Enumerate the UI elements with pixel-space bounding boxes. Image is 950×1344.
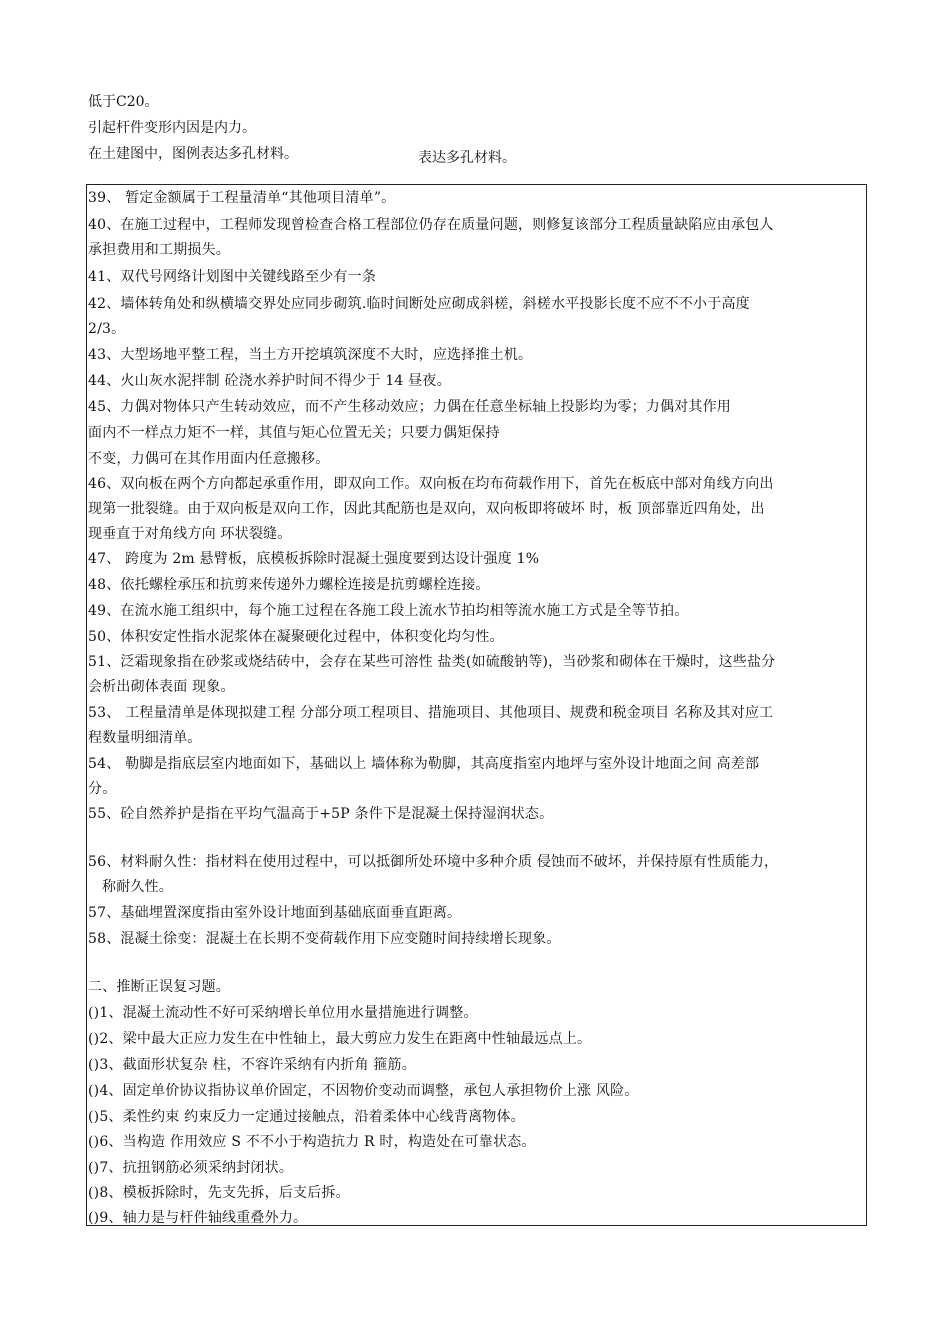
list-item: 43、大型场地平整工程，当土方开挖填筑深度不大时，应选择推土机。 xyxy=(88,347,533,363)
list-item: ()9、轴力是与杆件轴线重叠外力。 xyxy=(88,1210,308,1226)
list-item: 56、材料耐久性：指材料在使用过程中，可以抵御所处环境中多种介质 侵蚀而不破坏，并保持原有性质能力， xyxy=(88,854,779,870)
intro-line-1: 低于C20。 xyxy=(88,94,159,110)
list-item: 2/3。 xyxy=(88,321,126,337)
list-item: 程数量明细清单。 xyxy=(88,730,202,746)
list-item: 分。 xyxy=(88,781,117,797)
list-item: 42、墙体转角处和纵横墙交界处应同步砌筑.临时间断处应砌成斜槎，斜槎水平投影长度不应不不小于高度 xyxy=(88,296,750,312)
list-item: 50、体积安定性指水泥浆体在凝聚硬化过程中，体积变化均匀性。 xyxy=(88,629,504,645)
list-item: 41、双代号网络计划图中关键线路至少有一条 xyxy=(88,269,377,285)
list-item: 现垂直于对角线方向 环状裂缝。 xyxy=(88,526,292,542)
intro-line-3b: 表达多孔材料。 xyxy=(418,150,516,166)
list-item: 40、在施工过程中，工程师发现曾检查合格工程部位仍存在质量问题，则修复该部分工程质量缺陷应由承包人 xyxy=(88,217,774,233)
list-item: 47、 跨度为 2m 悬臂板，底模板拆除时混凝土强度要到达设计强度 1% xyxy=(88,551,540,567)
list-item: ()7、抗扭钢筋必须采纳封闭状。 xyxy=(88,1160,294,1176)
list-item: ()1、混凝土流动性不好可采纳增长单位用水量措施进行调整。 xyxy=(88,1005,478,1021)
intro-line-3a: 在土建图中，图例表达多孔材料。 xyxy=(88,146,298,162)
list-item: 面内不一样点力矩不一样，其值与矩心位置无关；只要力偶矩保持 xyxy=(88,425,500,441)
list-item: ()4、固定单价协议指协议单价固定，不因物价变动而调整，承包人承担物价上涨 风险。 xyxy=(88,1083,639,1099)
section-heading: 二、推断正误复习题。 xyxy=(88,979,230,995)
list-item: ()3、截面形状复杂 柱，不容许采纳有内折角 箍筋。 xyxy=(88,1057,416,1073)
list-item: 45、力偶对物体只产生转动效应，而不产生移动效应；力偶在任意坐标轴上投影均为零；力偶对其作用 xyxy=(88,399,732,415)
list-item: 称耐久性。 xyxy=(102,879,173,895)
list-item: 会析出砌体表面 现象。 xyxy=(88,679,235,695)
list-item: ()2、梁中最大正应力发生在中性轴上，最大剪应力发生在距离中性轴最远点上。 xyxy=(88,1031,592,1047)
list-item: 现第一批裂缝。由于双向板是双向工作，因此其配筋也是双向，双向板即将破坏 时，板 顶部靠近四角处，出 xyxy=(88,501,765,517)
list-item: 承担费用和工期损失。 xyxy=(88,242,230,258)
list-item: 54、 勒脚是指底层室内地面如下，基础以上 墙体称为勒脚，其高度指室内地坪与室外设计地面之间 高差部 xyxy=(88,756,760,772)
list-item: 不变，力偶可在其作用面内任意搬移。 xyxy=(88,451,330,467)
list-item: ()8、模板拆除时，先支先拆，后支后拆。 xyxy=(88,1185,350,1201)
list-item: 48、依托螺栓承压和抗剪来传递外力螺栓连接是抗剪螺栓连接。 xyxy=(88,577,490,593)
list-item: 39、 暂定金额属于工程量清单“其他项目清单”。 xyxy=(88,190,396,206)
list-item: 55、砼自然养护是指在平均气温高于+5P 条件下是混凝土保持湿润状态。 xyxy=(88,806,554,822)
list-item: 58、混凝土徐变：混凝土在长期不变荷载作用下应变随时间持续增长现象。 xyxy=(88,931,561,947)
list-item: 51、泛霜现象指在砂浆或烧结砖中，会存在某些可溶性 盐类(如硫酸钠等)，当砂浆和砌体在干燥时，这些盐分 xyxy=(88,654,776,670)
list-item: ()6、当构造 作用效应 S 不不小于构造抗力 R 时，构造处在可靠状态。 xyxy=(88,1134,536,1150)
intro-line-2: 引起杆件变形内因是内力。 xyxy=(88,120,256,136)
list-item: 49、在流水施工组织中，每个施工过程在各施工段上流水节拍均相等流水施工方式是全等节拍。 xyxy=(88,603,689,619)
list-item: 44、火山灰水泥拌制 砼浇水养护时间不得少于 14 昼夜。 xyxy=(88,373,451,389)
list-item: 46、双向板在两个方向都起承重作用，即双向工作。双向板在均布荷载作用下，首先在板底中部对角线方向出 xyxy=(88,476,774,492)
list-item: 53、 工程量清单是体现拟建工程 分部分项工程项目、措施项目、其他项目、规费和税金项目 名称及其对应工 xyxy=(88,705,774,721)
list-item: ()5、柔性约束 约束反力一定通过接触点，沿着柔体中心线背离物体。 xyxy=(88,1109,525,1125)
list-item: 57、基础埋置深度指由室外设计地面到基础底面垂直距离。 xyxy=(88,905,462,921)
